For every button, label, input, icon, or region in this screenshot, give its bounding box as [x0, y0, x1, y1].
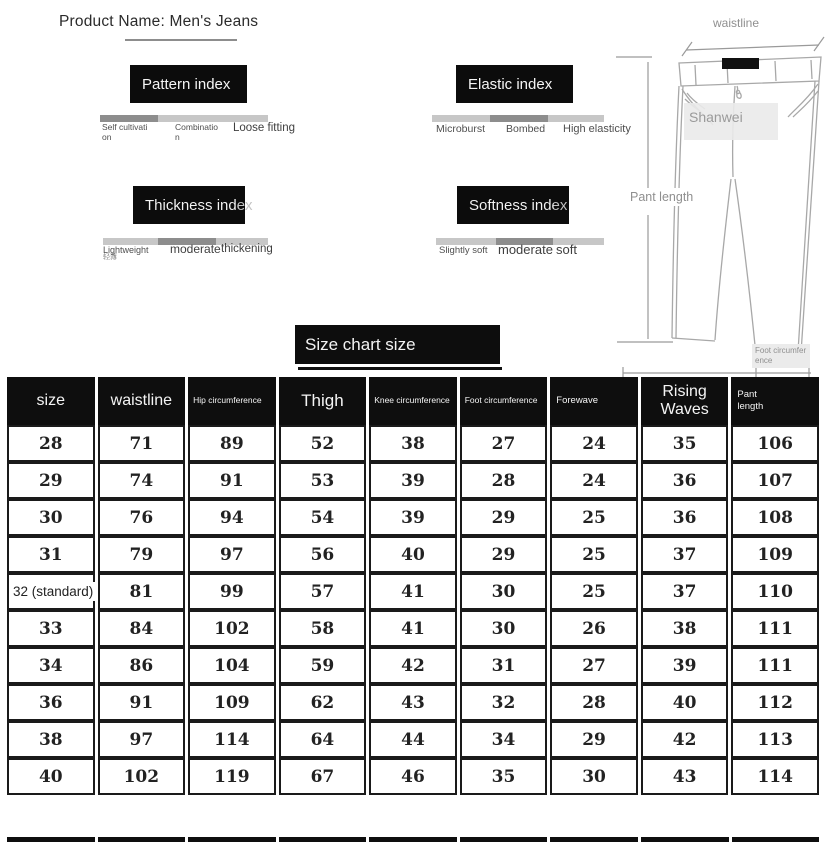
table-cell: 29: [7, 462, 95, 499]
table-cell: 71: [98, 425, 186, 462]
table-cell: 39: [369, 499, 457, 536]
col-header-hip-circumference: Hip circumference: [188, 377, 276, 425]
size-table-body: [7, 425, 819, 795]
table-cell: 39: [369, 462, 457, 499]
table-cell: 41: [369, 573, 457, 610]
col-header-pant-length: Pant length: [731, 377, 819, 425]
col-header-waistline: waistline: [98, 377, 186, 425]
table-cell: 27: [460, 425, 548, 462]
table-cell: 108: [731, 499, 819, 536]
table-cell: 36: [641, 462, 729, 499]
table-cell: 56: [279, 536, 367, 573]
table-cell: 24: [550, 425, 638, 462]
table-cell: 64: [279, 721, 367, 758]
table-cell: 32 (standard): [7, 573, 95, 610]
pattern-label-self-cultivation: Self cultivation: [102, 122, 148, 142]
table-cell: 32: [460, 684, 548, 721]
table-cell: 38: [7, 721, 95, 758]
table-cell: 24: [550, 462, 638, 499]
table-cell: 58: [279, 610, 367, 647]
table-cell: 40: [7, 758, 95, 795]
jeans-outline: [672, 57, 821, 355]
waistband-label-patch: [722, 58, 759, 69]
table-cell: 30: [460, 573, 548, 610]
diagram-label-shanwei: Shanwei: [684, 103, 778, 140]
table-cell: 113: [731, 721, 819, 758]
table-cell: 43: [641, 758, 729, 795]
table-cell: 34: [460, 721, 548, 758]
size-table: [4, 377, 822, 795]
thickness-label-moderate: moderate: [170, 242, 221, 256]
table-cell: 36: [7, 684, 95, 721]
table-cell: 35: [460, 758, 548, 795]
col-header-rising-waves: Rising Waves: [641, 377, 729, 425]
table-cell: 91: [98, 684, 186, 721]
thickness-index-title: Thickness index: [133, 186, 245, 224]
table-cell: 29: [460, 499, 548, 536]
table-cell: 29: [550, 721, 638, 758]
softness-label-slightly-soft: Slightly soft: [439, 245, 488, 256]
table-row: [7, 721, 819, 758]
table-row: [7, 425, 819, 462]
table-cell: 99: [188, 573, 276, 610]
table-cell: 54: [279, 499, 367, 536]
elastic-label-high-elasticity: High elasticity: [563, 123, 631, 135]
table-cell: 36: [641, 499, 729, 536]
table-cell: 89: [188, 425, 276, 462]
table-row: [7, 684, 819, 721]
table-cell: 86: [98, 647, 186, 684]
table-cell: 43: [369, 684, 457, 721]
table-row: [7, 573, 819, 610]
thickness-label-lightweight: Lightweight: [103, 245, 149, 255]
col-header-forewave: Forewave: [550, 377, 638, 425]
table-cell: 67: [279, 758, 367, 795]
table-cell: 52: [279, 425, 367, 462]
table-cell: 112: [731, 684, 819, 721]
col-header-knee-circumference: Knee circumference: [369, 377, 457, 425]
table-cell: 102: [188, 610, 276, 647]
table-cell: 111: [731, 610, 819, 647]
table-cell: 114: [188, 721, 276, 758]
table-cell: 40: [641, 684, 729, 721]
table-cell: 29: [460, 536, 548, 573]
table-cell: 38: [369, 425, 457, 462]
elastic-slider-fill: [490, 115, 548, 122]
pattern-label-combination: Combination: [175, 122, 218, 142]
table-cell: 28: [7, 425, 95, 462]
table-row: [7, 758, 819, 795]
table-cell: 97: [98, 721, 186, 758]
table-cell: 27: [550, 647, 638, 684]
table-cell: 37: [641, 573, 729, 610]
table-cell: 110: [731, 573, 819, 610]
thickness-label-thickening: thickening: [221, 243, 273, 255]
thickness-label-lightweight-sub: 轻薄: [103, 254, 117, 261]
pattern-label-loose-fitting: Loose fitting: [233, 122, 296, 134]
table-cell: 25: [550, 499, 638, 536]
table-cell: 46: [369, 758, 457, 795]
table-cell: 62: [279, 684, 367, 721]
table-cell: 28: [550, 684, 638, 721]
table-cell: 57: [279, 573, 367, 610]
table-cell: 30: [7, 499, 95, 536]
table-cell: 59: [279, 647, 367, 684]
col-header-thigh: Thigh: [279, 377, 367, 425]
col-header-size: size: [7, 377, 95, 425]
elastic-index-slider: [432, 115, 604, 122]
table-cell: 91: [188, 462, 276, 499]
softness-index-title: Softness index: [457, 186, 569, 224]
cutoff-next-header-strip: [4, 837, 822, 842]
table-cell: 38: [641, 610, 729, 647]
table-cell: 30: [550, 758, 638, 795]
table-cell: 114: [731, 758, 819, 795]
table-cell: 94: [188, 499, 276, 536]
table-cell: 44: [369, 721, 457, 758]
table-cell: 84: [98, 610, 186, 647]
table-cell: 41: [369, 610, 457, 647]
table-cell: 25: [550, 573, 638, 610]
table-row: [7, 610, 819, 647]
table-cell: 26: [550, 610, 638, 647]
table-cell: 35: [641, 425, 729, 462]
table-cell: 107: [731, 462, 819, 499]
table-cell: 104: [188, 647, 276, 684]
softness-label-soft: soft: [556, 242, 577, 257]
table-cell: 33: [7, 610, 95, 647]
table-cell: 109: [188, 684, 276, 721]
elastic-index-title: Elastic index: [456, 65, 573, 103]
table-cell: 111: [731, 647, 819, 684]
size-chart-title: Size chart size: [295, 325, 500, 364]
table-cell: 28: [460, 462, 548, 499]
table-cell: 106: [731, 425, 819, 462]
elastic-label-bombed: Bombed: [506, 123, 546, 135]
table-cell: 97: [188, 536, 276, 573]
measure-lines: [616, 37, 824, 379]
table-cell: 76: [98, 499, 186, 536]
diagram-label-foot-circumference: Foot circumference: [752, 344, 810, 368]
table-cell: 74: [98, 462, 186, 499]
table-row: [7, 536, 819, 573]
table-row: [7, 499, 819, 536]
elastic-label-microburst: Microburst: [436, 123, 486, 135]
table-cell: 42: [641, 721, 729, 758]
table-cell: 79: [98, 536, 186, 573]
table-cell: 31: [7, 536, 95, 573]
table-cell: 37: [641, 536, 729, 573]
table-cell: 30: [460, 610, 548, 647]
table-cell: 81: [98, 573, 186, 610]
diagram-label-waistline: waistline: [713, 16, 760, 30]
table-cell: 119: [188, 758, 276, 795]
table-row: [7, 647, 819, 684]
softness-label-moderate: moderate: [498, 242, 553, 257]
table-cell: 25: [550, 536, 638, 573]
product-title: Product Name: Men's Jeans: [59, 13, 259, 30]
table-cell: 53: [279, 462, 367, 499]
table-cell: 31: [460, 647, 548, 684]
product-title-underline: [125, 39, 237, 41]
pattern-index-slider: [100, 115, 268, 122]
table-cell: 40: [369, 536, 457, 573]
diagram-label-pant-length: Pant length: [627, 188, 696, 206]
size-chart-title-underline: [298, 367, 502, 370]
table-cell: 102: [98, 758, 186, 795]
table-cell: 42: [369, 647, 457, 684]
table-cell: 34: [7, 647, 95, 684]
table-cell: 109: [731, 536, 819, 573]
table-row: [7, 462, 819, 499]
pattern-index-title: Pattern index: [130, 65, 247, 103]
pattern-slider-fill: [100, 115, 158, 122]
col-header-foot-circumference: Foot circumference: [460, 377, 548, 425]
size-table-header: [7, 377, 819, 425]
table-cell: 39: [641, 647, 729, 684]
